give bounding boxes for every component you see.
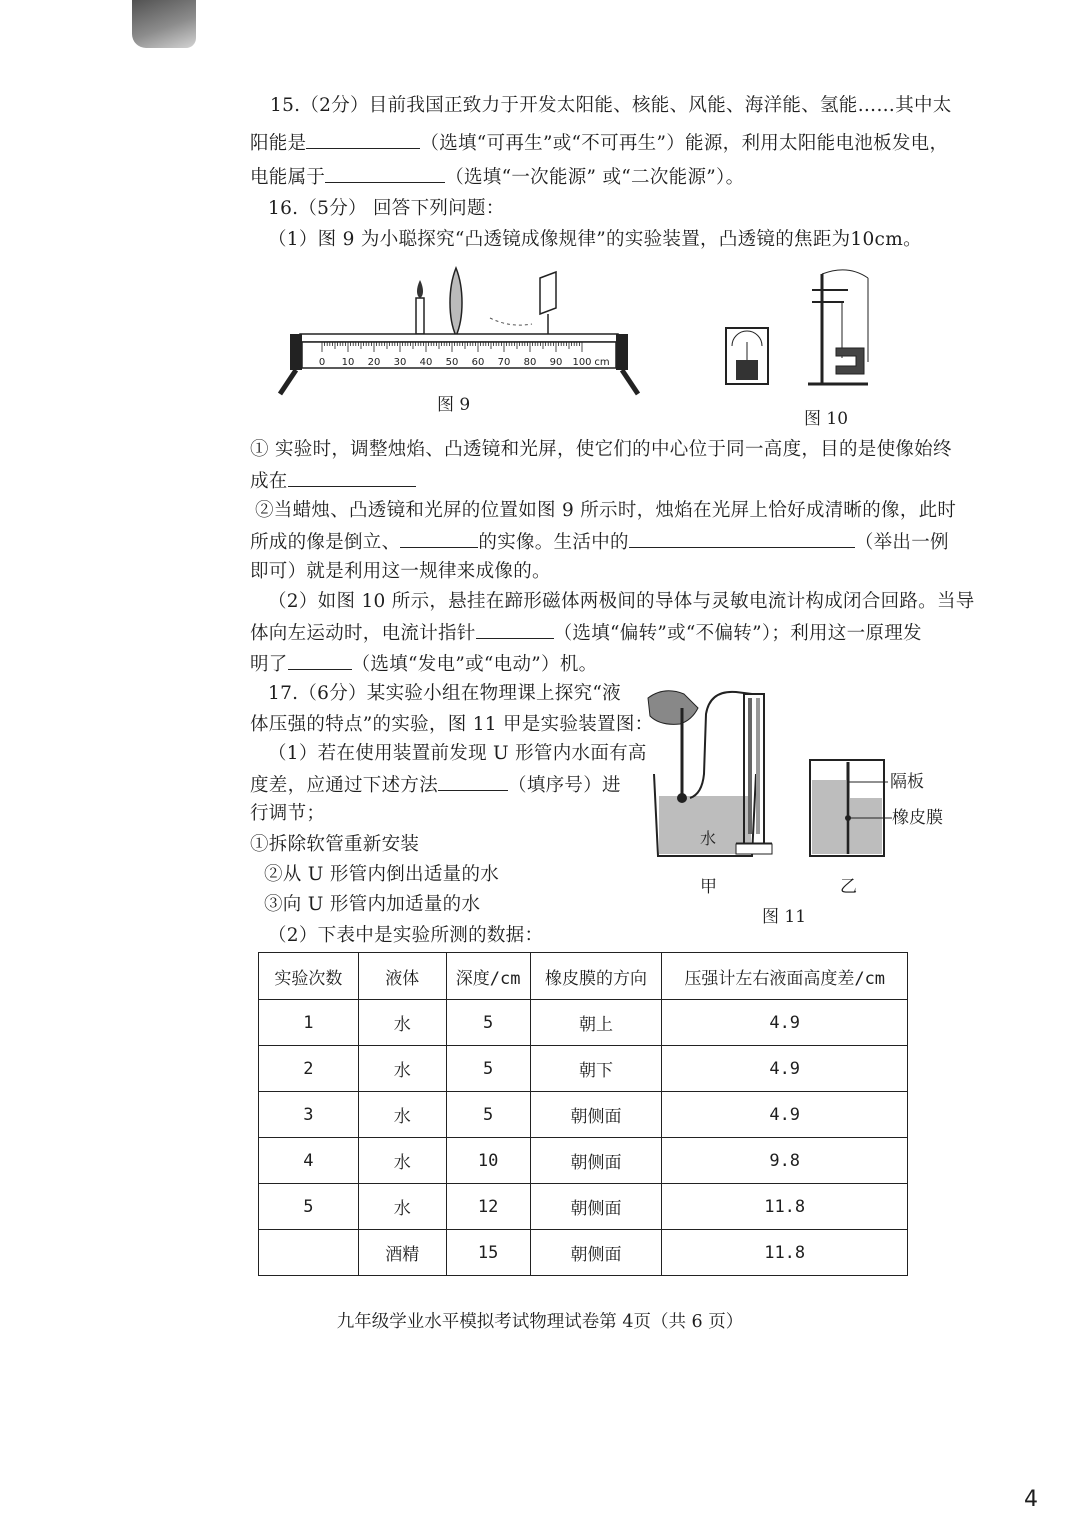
answer-blank-15-2[interactable] <box>325 164 445 183</box>
q17-option-2: ②从 U 形管内倒出适量的水 <box>264 864 500 885</box>
cell-direction: 朝下 <box>530 1046 662 1092</box>
cell-height-diff: 4.9 <box>662 1092 908 1138</box>
q17-table-intro: （2）下表中是实验所测的数据： <box>268 925 544 946</box>
page-footer: 九年级学业水平模拟考试物理试卷第 4页（共 6 页） <box>336 1312 744 1332</box>
figure-11-pressure-apparatus <box>640 684 950 864</box>
q16-step1-start: 成在 <box>250 471 288 492</box>
figure-9-caption: 图 9 <box>437 395 471 415</box>
q16-part2-text-a: 体向左运动时，电流计指针 <box>250 623 476 644</box>
q15-line-2 <box>250 130 948 156</box>
partition-container <box>810 760 892 856</box>
cell-liquid: 水 <box>358 1092 446 1138</box>
arrow-path <box>490 318 532 325</box>
q15-line-3 <box>250 164 744 190</box>
answer-blank-16-1[interactable] <box>288 468 416 487</box>
experiment-data-table <box>258 952 908 1276</box>
ruler-label: 50 <box>445 357 459 368</box>
light-screen <box>540 272 556 334</box>
cell-direction: 朝侧面 <box>530 1184 662 1230</box>
cell-height-diff: 11.8 <box>662 1230 908 1276</box>
page-number: 4 <box>1024 1487 1038 1512</box>
answer-blank-16-3[interactable] <box>629 529 855 548</box>
q16-step2-text-a: 所成的像是倒立、 <box>250 532 401 553</box>
cell-depth: 5 <box>446 1092 530 1138</box>
ruler-label: 70 <box>497 357 511 368</box>
q17-option-1: ①拆除软管重新安装 <box>250 834 420 855</box>
ruler-label: 80 <box>523 357 537 368</box>
q16-step2-line3: 即可）就是利用这一规律来成像的。 <box>250 561 551 582</box>
cell-trial: 5 <box>259 1184 359 1230</box>
cell-height-diff: 4.9 <box>662 1000 908 1046</box>
answer-blank-16-2[interactable] <box>400 529 478 548</box>
cell-liquid: 水 <box>358 1000 446 1046</box>
cell-liquid: 水 <box>358 1138 446 1184</box>
cell-depth: 5 <box>446 1046 530 1092</box>
table-row <box>259 1046 908 1092</box>
cell-direction: 朝侧面 <box>530 1092 662 1138</box>
cell-depth: 5 <box>446 1000 530 1046</box>
answer-blank-17-1[interactable] <box>438 772 508 791</box>
cell-trial: 4 <box>259 1138 359 1184</box>
q15-line-3-end: （选填“一次能源” 或“二次能源”）。 <box>445 167 745 188</box>
table-row <box>259 1184 908 1230</box>
cell-trial <box>259 1230 359 1276</box>
q17-line-2: 体压强的特点”的实验，图 11 甲是实验装置图： <box>250 714 654 735</box>
q17-line-1: 17.（6分）某实验小组在物理课上探究“液 <box>268 683 621 704</box>
ruler-label: 100 <box>572 357 592 368</box>
cell-depth: 15 <box>446 1230 530 1276</box>
table-header-row <box>259 953 908 1000</box>
ruler-label: 20 <box>367 357 381 368</box>
figure-11-jia-label: 甲 <box>700 877 717 897</box>
rubber-tube <box>690 692 752 798</box>
cell-liquid: 酒精 <box>358 1230 446 1276</box>
answer-blank-16-5[interactable] <box>288 651 352 670</box>
q16-step2-text-c: （举出一例 <box>854 532 949 553</box>
convex-lens <box>450 268 462 336</box>
q16-step2-text-b: 的实像。生活中的 <box>478 532 629 553</box>
q16-step2-line1: ②当蜡烛、凸透镜和光屏的位置如图 9 所示时，烛焰在光屏上恰好成清晰的像，此时 <box>255 500 957 521</box>
table-row <box>259 1230 908 1276</box>
q16-part2-text-d: （选填“发电”或“电动”）机。 <box>351 654 598 675</box>
bench-top <box>300 334 618 342</box>
q16-step1-line1: ① 实验时，调整烛焰、凸透镜和光屏，使它们的中心位于同一高度，目的是使像始终 <box>250 439 952 460</box>
ruler-label: 60 <box>471 357 485 368</box>
cell-depth: 12 <box>446 1184 530 1230</box>
cell-liquid: 水 <box>358 1046 446 1092</box>
cell-direction: 朝侧面 <box>530 1230 662 1276</box>
q16-step1-line2 <box>250 468 416 494</box>
ruler-label: 40 <box>419 357 433 368</box>
header-height-difference: 压强计左右液面高度差/cm <box>662 953 908 1000</box>
horseshoe-magnet <box>836 348 864 374</box>
hand <box>648 691 698 725</box>
header-depth: 深度/cm <box>446 953 530 1000</box>
bench-left-support <box>290 334 302 370</box>
membrane-label: 橡皮膜 <box>892 808 943 828</box>
cell-direction: 朝上 <box>530 1000 662 1046</box>
answer-blank-16-4[interactable] <box>476 620 554 639</box>
q15-line-2-start: 阳能是 <box>250 133 307 154</box>
ruler-label: cm <box>594 357 610 368</box>
cell-trial: 1 <box>259 1000 359 1046</box>
figure-11-yi-label: 乙 <box>840 877 857 897</box>
cell-height-diff: 11.8 <box>662 1184 908 1230</box>
cell-height-diff: 9.8 <box>662 1138 908 1184</box>
q16-part1-intro: （1）图 9 为小聪探究“凸透镜成像规律”的实验装置，凸透镜的焦距为10cm。 <box>268 229 922 250</box>
table-row <box>259 1092 908 1138</box>
cell-depth: 10 <box>446 1138 530 1184</box>
figure-9-optical-bench <box>270 258 650 398</box>
figure-10-electromagnetic-setup <box>718 262 878 394</box>
cell-trial: 2 <box>259 1046 359 1092</box>
ruler-label: 10 <box>341 357 355 368</box>
cell-direction: 朝侧面 <box>530 1138 662 1184</box>
figure-10-caption: 图 10 <box>804 409 849 429</box>
header-liquid: 液体 <box>358 953 446 1000</box>
cell-trial: 3 <box>259 1092 359 1138</box>
q17-line-4 <box>250 772 621 798</box>
q17-line-5: 行调节； <box>250 803 326 824</box>
table-row <box>259 1000 908 1046</box>
q17-line-4-start: 度差，应通过下述方法 <box>250 775 439 796</box>
ruler-label: 90 <box>549 357 563 368</box>
q16-part2-line1: （2）如图 10 所示，悬挂在蹄形磁体两极间的导体与灵敏电流计构成闭合回路。当导 <box>268 591 975 612</box>
table-row <box>259 1138 908 1184</box>
q16-step2-line2 <box>250 529 949 555</box>
q17-line-4-end: （填序号）进 <box>508 775 621 796</box>
partition-label: 隔板 <box>890 772 924 792</box>
q15-line-3-start: 电能属于 <box>250 167 326 188</box>
figure-11-caption: 图 11 <box>762 907 807 927</box>
cell-liquid: 水 <box>358 1184 446 1230</box>
header-trial-number: 实验次数 <box>259 953 359 1000</box>
galvanometer <box>726 328 768 384</box>
q16-part2-line2 <box>250 620 922 646</box>
q17-option-3: ③向 U 形管内加适量的水 <box>264 894 481 915</box>
ruler-label: 0 <box>318 357 326 368</box>
q15-line-2-end: （选填“可再生”或“不可再生”）能源，利用太阳能电池板发电， <box>420 133 949 154</box>
candle <box>416 280 424 334</box>
q16-title: 16.（5分） 回答下列问题： <box>268 198 505 219</box>
cell-height-diff: 4.9 <box>662 1046 908 1092</box>
header-membrane-direction: 橡皮膜的方向 <box>530 953 662 1000</box>
q16-part2-line3 <box>250 651 597 677</box>
bench-right-support <box>616 334 628 370</box>
q15-line-1: 15.（2分）目前我国正致力于开发太阳能、核能、风能、海洋能、氢能……其中太 <box>270 95 952 116</box>
ruler-label: 30 <box>393 357 407 368</box>
q16-part2-text-c: 明了 <box>250 654 288 675</box>
answer-blank-15-1[interactable] <box>306 130 420 149</box>
q16-part2-text-b: （选填“偏转”或“不偏转”）；利用这一原理发 <box>553 623 922 644</box>
scan-corner-artifact <box>132 0 196 48</box>
q17-line-3: （1）若在使用装置前发现 U 形管内水面有高 <box>268 743 647 764</box>
water-label: 水 <box>700 829 717 848</box>
